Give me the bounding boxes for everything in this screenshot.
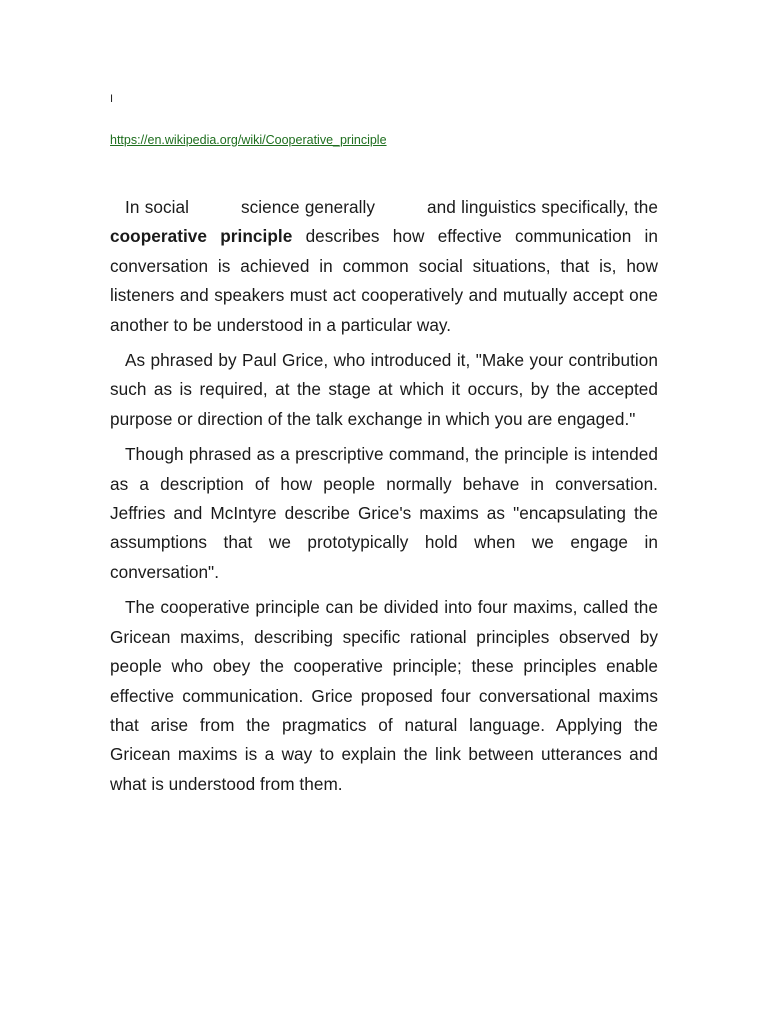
- paragraph-2: As phrased by Paul Grice, who introduced it, "Make your contribution such as is required, at the stage at which it occurs, by the accepted purpose or direction of the talk exchange in which you are engaged.": [110, 350, 658, 429]
- paragraph-1-rest: describes how effective communication in conversation is achieved in common social situations, that is, how listeners and speakers must act cooperatively and mutually accept one another to be understood in a particular way.: [110, 226, 658, 335]
- page-marker: I: [110, 93, 114, 105]
- paragraph-1-part-a: In social: [125, 197, 189, 217]
- paragraph-1-part-c: and linguistics specifically, the: [427, 197, 658, 217]
- source-url-link[interactable]: https://en.wikipedia.org/wiki/Cooperative_principle: [110, 133, 387, 147]
- paragraph-3: Though phrased as a prescriptive command, the principle is intended as a description of how people normally behave in conversation. Jeffries and McIntyre describe Grice's maxims as "encapsulating the assumptions that we prototypically hold when we engage in conversation".: [110, 444, 658, 582]
- article-body: [110, 193, 658, 805]
- paragraph-4: The cooperative principle can be divided into four maxims, called the Gricean maxims, describing specific rational principles observed by people who obey the cooperative principle; these principles enable effective communication. Grice proposed four conversational maxims that arise from the pragmatics of natural language. Applying the Gricean maxims is a way to explain the link between utterances and what is understood from them.: [110, 597, 658, 794]
- bold-term: cooperative principle: [110, 226, 293, 247]
- paragraph-1: [110, 193, 658, 340]
- paragraph-1-part-b: science generally: [240, 197, 376, 217]
